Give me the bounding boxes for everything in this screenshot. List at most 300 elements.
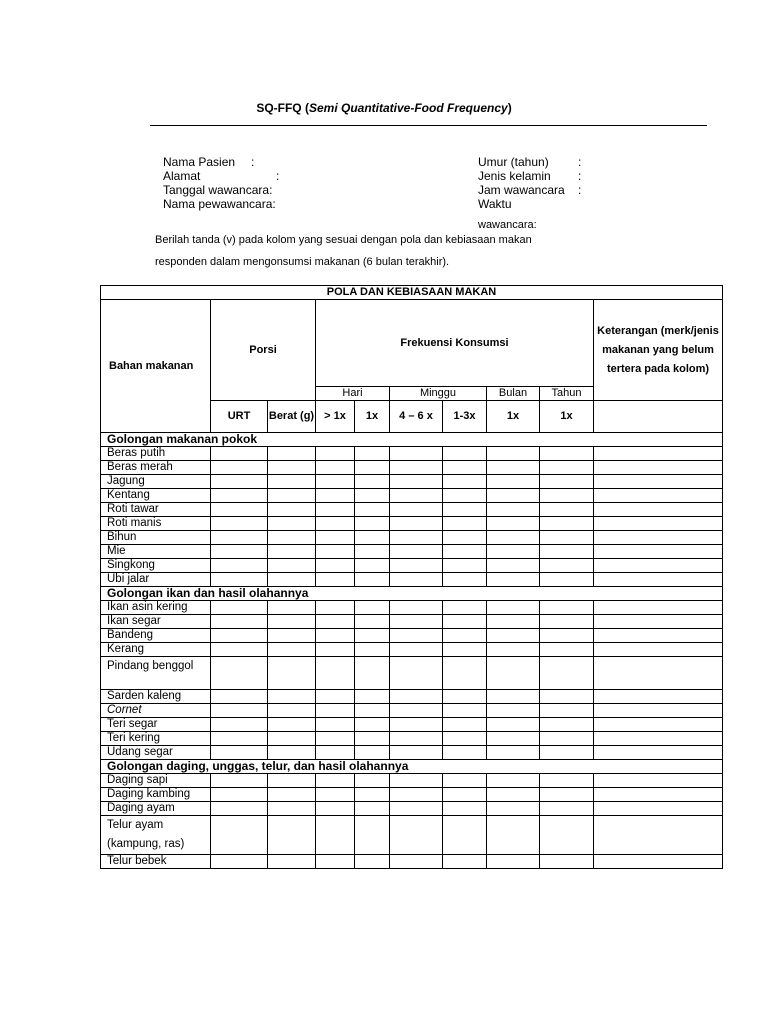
frequency-cell[interactable]	[390, 788, 443, 802]
frequency-cell[interactable]	[594, 517, 723, 531]
table-row	[101, 517, 723, 531]
frequency-cell[interactable]	[540, 489, 594, 503]
table-row	[101, 788, 723, 802]
frequency-cell[interactable]	[355, 746, 390, 760]
table-row	[101, 573, 723, 587]
frequency-cell[interactable]	[316, 718, 355, 732]
frequency-cell[interactable]	[316, 489, 355, 503]
frequency-cell[interactable]	[594, 489, 723, 503]
frequency-cell[interactable]	[443, 545, 487, 559]
frequency-cell[interactable]	[268, 855, 316, 869]
frequency-cell[interactable]	[540, 573, 594, 587]
frequency-cell[interactable]	[594, 774, 723, 788]
title-divider	[150, 125, 707, 126]
frequency-cell[interactable]	[268, 545, 316, 559]
frequency-cell[interactable]	[594, 573, 723, 587]
frequency-cell[interactable]	[316, 601, 355, 615]
food-item-name: Bihun	[101, 531, 211, 545]
frequency-cell[interactable]	[443, 788, 487, 802]
frequency-cell[interactable]	[355, 573, 390, 587]
frequency-cell[interactable]	[540, 615, 594, 629]
frequency-cell[interactable]	[487, 559, 540, 573]
frequency-cell[interactable]	[355, 601, 390, 615]
frequency-cell[interactable]	[540, 601, 594, 615]
frequency-cell[interactable]	[487, 774, 540, 788]
frequency-cell[interactable]	[487, 615, 540, 629]
food-item-name: Telur ayam (kampung, ras)	[101, 816, 211, 855]
frequency-cell[interactable]	[211, 629, 268, 643]
frequency-cell[interactable]	[540, 657, 594, 690]
frequency-cell[interactable]	[487, 489, 540, 503]
frequency-cell[interactable]	[268, 531, 316, 545]
field-waktu-continued: wawancara:	[478, 219, 537, 231]
frequency-cell[interactable]	[594, 788, 723, 802]
frequency-cell[interactable]	[443, 690, 487, 704]
frequency-cell[interactable]	[540, 643, 594, 657]
field-jam-wawancara: Jam wawancara :	[478, 183, 582, 197]
frequency-cell[interactable]	[211, 545, 268, 559]
food-item-name: Sarden kaleng	[101, 690, 211, 704]
frequency-cell[interactable]	[540, 531, 594, 545]
frequency-cell[interactable]	[443, 774, 487, 788]
frequency-cell[interactable]	[211, 503, 268, 517]
col-frekuensi-konsumsi: Frekuensi Konsumsi	[316, 300, 594, 387]
frequency-cell[interactable]	[594, 503, 723, 517]
frequency-cell[interactable]	[443, 746, 487, 760]
table-row	[101, 629, 723, 643]
food-item-name: Roti tawar	[101, 503, 211, 517]
frequency-cell[interactable]	[540, 503, 594, 517]
frequency-cell[interactable]	[487, 503, 540, 517]
frequency-cell[interactable]	[390, 475, 443, 489]
frequency-cell[interactable]	[268, 489, 316, 503]
frequency-cell[interactable]	[355, 816, 390, 855]
frequency-cell[interactable]	[268, 718, 316, 732]
frequency-cell[interactable]	[355, 629, 390, 643]
frequency-cell[interactable]	[540, 559, 594, 573]
field-nama-pewawancara: Nama pewawancara:	[163, 197, 276, 211]
frequency-cell[interactable]	[390, 461, 443, 475]
frequency-cell[interactable]	[487, 629, 540, 643]
frequency-cell[interactable]	[316, 615, 355, 629]
food-item-name: Jagung	[101, 475, 211, 489]
frequency-cell[interactable]	[355, 774, 390, 788]
col-bahan-makanan: Bahan makanan	[101, 300, 211, 433]
frequency-cell[interactable]	[211, 475, 268, 489]
frequency-cell[interactable]	[540, 816, 594, 855]
frequency-cell[interactable]	[316, 559, 355, 573]
frequency-cell[interactable]	[390, 690, 443, 704]
table-row	[101, 489, 723, 503]
frequency-cell[interactable]	[443, 573, 487, 587]
frequency-cell[interactable]	[268, 461, 316, 475]
frequency-cell[interactable]	[268, 573, 316, 587]
frequency-cell[interactable]	[211, 461, 268, 475]
food-frequency-table	[100, 285, 723, 869]
frequency-cell[interactable]	[211, 643, 268, 657]
frequency-cell[interactable]	[487, 718, 540, 732]
frequency-cell[interactable]	[268, 802, 316, 816]
frequency-cell[interactable]	[443, 704, 487, 718]
frequency-cell[interactable]	[316, 816, 355, 855]
frequency-cell[interactable]	[443, 559, 487, 573]
frequency-cell[interactable]	[316, 629, 355, 643]
frequency-cell[interactable]	[487, 855, 540, 869]
frequency-cell[interactable]	[268, 517, 316, 531]
frequency-cell[interactable]	[390, 704, 443, 718]
frequency-cell[interactable]	[355, 531, 390, 545]
frequency-cell[interactable]	[211, 690, 268, 704]
sub-urt: URT	[211, 401, 268, 433]
frequency-cell[interactable]	[316, 802, 355, 816]
food-item-name: Beras merah	[101, 461, 211, 475]
frequency-cell[interactable]	[487, 732, 540, 746]
frequency-cell[interactable]	[355, 461, 390, 475]
food-item-name: Teri segar	[101, 718, 211, 732]
frequency-cell[interactable]	[355, 732, 390, 746]
patient-info-right	[478, 155, 628, 211]
frequency-cell[interactable]	[443, 816, 487, 855]
frequency-cell[interactable]	[355, 489, 390, 503]
food-item-name: Udang segar	[101, 746, 211, 760]
group-header: Golongan daging, unggas, telur, dan hasil olahannya	[101, 760, 723, 774]
field-jenis-kelamin: Jenis kelamin :	[478, 169, 582, 183]
frequency-cell[interactable]	[540, 718, 594, 732]
frequency-cell[interactable]	[316, 855, 355, 869]
frequency-cell[interactable]	[540, 704, 594, 718]
frequency-cell[interactable]	[211, 855, 268, 869]
patient-info-left	[163, 155, 463, 211]
sub-bulan: 1x	[487, 401, 540, 433]
frequency-cell[interactable]	[316, 690, 355, 704]
frequency-cell[interactable]	[355, 447, 390, 461]
table-row	[101, 559, 723, 573]
frequency-cell[interactable]	[316, 732, 355, 746]
frequency-cell[interactable]	[594, 704, 723, 718]
frequency-cell[interactable]	[594, 718, 723, 732]
food-item-name: Daging ayam	[101, 802, 211, 816]
frequency-cell[interactable]	[211, 615, 268, 629]
table-row	[101, 503, 723, 517]
frequency-cell[interactable]	[487, 517, 540, 531]
frequency-cell[interactable]	[211, 601, 268, 615]
frequency-cell[interactable]	[268, 746, 316, 760]
table-row	[101, 545, 723, 559]
frequency-cell[interactable]	[594, 629, 723, 643]
frequency-cell[interactable]	[443, 503, 487, 517]
col-porsi: Porsi	[211, 300, 316, 401]
frequency-cell[interactable]	[443, 489, 487, 503]
frequency-cell[interactable]	[390, 802, 443, 816]
frequency-cell[interactable]	[390, 774, 443, 788]
frequency-cell[interactable]	[316, 746, 355, 760]
food-item-name: Roti manis	[101, 517, 211, 531]
frequency-cell[interactable]	[487, 545, 540, 559]
sub-tahun: 1x	[540, 401, 594, 433]
frequency-cell[interactable]	[211, 517, 268, 531]
frequency-cell[interactable]	[268, 629, 316, 643]
frequency-cell[interactable]	[355, 855, 390, 869]
frequency-cell[interactable]	[540, 788, 594, 802]
frequency-cell[interactable]	[487, 816, 540, 855]
frequency-cell[interactable]	[443, 855, 487, 869]
frequency-cell[interactable]	[487, 802, 540, 816]
frequency-cell[interactable]	[540, 732, 594, 746]
frequency-cell[interactable]	[211, 788, 268, 802]
frequency-cell[interactable]	[355, 517, 390, 531]
frequency-cell[interactable]	[316, 475, 355, 489]
frequency-cell[interactable]	[594, 461, 723, 475]
frequency-cell[interactable]	[390, 855, 443, 869]
food-item-name: Ikan segar	[101, 615, 211, 629]
frequency-cell[interactable]	[443, 601, 487, 615]
frequency-cell[interactable]	[540, 774, 594, 788]
frequency-cell[interactable]	[355, 615, 390, 629]
frequency-cell[interactable]	[390, 746, 443, 760]
frequency-cell[interactable]	[443, 657, 487, 690]
frequency-cell[interactable]	[540, 447, 594, 461]
sub-berat: Berat (g)	[268, 401, 316, 433]
frequency-cell[interactable]	[594, 657, 723, 690]
frequency-cell[interactable]	[594, 855, 723, 869]
frequency-cell[interactable]	[390, 503, 443, 517]
frequency-cell[interactable]	[355, 545, 390, 559]
food-item-name: Telur bebek	[101, 855, 211, 869]
frequency-cell[interactable]	[443, 629, 487, 643]
table-row	[101, 816, 723, 855]
frequency-cell[interactable]	[268, 788, 316, 802]
frequency-cell[interactable]	[211, 718, 268, 732]
frequency-cell[interactable]	[540, 517, 594, 531]
frequency-cell[interactable]	[443, 643, 487, 657]
frequency-cell[interactable]	[355, 643, 390, 657]
frequency-cell[interactable]	[211, 704, 268, 718]
frequency-cell[interactable]	[316, 531, 355, 545]
sub-hari-once: 1x	[355, 401, 390, 433]
frequency-cell[interactable]	[487, 461, 540, 475]
frequency-cell[interactable]	[355, 704, 390, 718]
frequency-cell[interactable]	[211, 657, 268, 690]
table-row	[101, 802, 723, 816]
frequency-cell[interactable]	[594, 732, 723, 746]
frequency-cell[interactable]	[390, 643, 443, 657]
frequency-cell[interactable]	[594, 531, 723, 545]
frequency-cell[interactable]	[268, 601, 316, 615]
sub-minggu-1-3: 1-3x	[443, 401, 487, 433]
frequency-cell[interactable]	[211, 573, 268, 587]
frequency-cell[interactable]	[355, 503, 390, 517]
table-row	[101, 643, 723, 657]
sub-keterangan-blank	[594, 401, 723, 433]
frequency-cell[interactable]	[390, 517, 443, 531]
table-row	[101, 746, 723, 760]
frequency-cell[interactable]	[316, 447, 355, 461]
frequency-cell[interactable]	[211, 816, 268, 855]
table-row	[101, 531, 723, 545]
food-item-name: Kentang	[101, 489, 211, 503]
period-minggu: Minggu	[390, 387, 487, 401]
frequency-cell[interactable]	[211, 732, 268, 746]
frequency-cell[interactable]	[355, 802, 390, 816]
food-item-name: Ikan asin kering	[101, 601, 211, 615]
frequency-cell[interactable]	[316, 461, 355, 475]
frequency-cell[interactable]	[211, 746, 268, 760]
frequency-cell[interactable]	[594, 615, 723, 629]
frequency-cell[interactable]	[268, 475, 316, 489]
frequency-cell[interactable]	[594, 746, 723, 760]
frequency-cell[interactable]	[316, 573, 355, 587]
food-item-name: Singkong	[101, 559, 211, 573]
frequency-cell[interactable]	[540, 629, 594, 643]
frequency-cell[interactable]	[211, 531, 268, 545]
frequency-cell[interactable]	[540, 746, 594, 760]
frequency-cell[interactable]	[390, 718, 443, 732]
frequency-cell[interactable]	[268, 690, 316, 704]
frequency-cell[interactable]	[316, 657, 355, 690]
food-item-name: Kerang	[101, 643, 211, 657]
frequency-cell[interactable]	[390, 657, 443, 690]
frequency-cell[interactable]	[487, 475, 540, 489]
frequency-cell[interactable]	[540, 475, 594, 489]
frequency-cell[interactable]	[390, 559, 443, 573]
group-row	[101, 760, 723, 774]
field-tanggal-wawancara: Tanggal wawancara:	[163, 183, 273, 197]
group-header: Golongan ikan dan hasil olahannya	[101, 587, 723, 601]
frequency-cell[interactable]	[268, 615, 316, 629]
frequency-cell[interactable]	[355, 788, 390, 802]
instruction-line-2: responden dalam mengonsumsi makanan (6 bulan terakhir).	[155, 256, 450, 268]
frequency-cell[interactable]	[211, 802, 268, 816]
frequency-cell[interactable]	[355, 690, 390, 704]
table-row	[101, 615, 723, 629]
frequency-cell[interactable]	[390, 732, 443, 746]
frequency-cell[interactable]	[540, 545, 594, 559]
frequency-cell[interactable]	[316, 545, 355, 559]
frequency-cell[interactable]	[443, 802, 487, 816]
food-item-name: Bandeng	[101, 629, 211, 643]
frequency-cell[interactable]	[443, 732, 487, 746]
frequency-cell[interactable]	[316, 643, 355, 657]
frequency-cell[interactable]	[268, 816, 316, 855]
frequency-cell[interactable]	[268, 774, 316, 788]
frequency-cell[interactable]	[487, 788, 540, 802]
frequency-cell[interactable]	[355, 657, 390, 690]
frequency-cell[interactable]	[443, 447, 487, 461]
frequency-cell[interactable]	[443, 475, 487, 489]
frequency-cell[interactable]	[211, 447, 268, 461]
frequency-cell[interactable]	[594, 447, 723, 461]
frequency-cell[interactable]	[390, 531, 443, 545]
frequency-cell[interactable]	[487, 704, 540, 718]
field-nama-pasien: Nama Pasien :	[163, 155, 255, 169]
frequency-cell[interactable]	[487, 690, 540, 704]
frequency-cell[interactable]	[268, 704, 316, 718]
frequency-cell[interactable]	[487, 447, 540, 461]
frequency-cell[interactable]	[268, 503, 316, 517]
frequency-cell[interactable]	[268, 559, 316, 573]
frequency-cell[interactable]	[268, 657, 316, 690]
sub-minggu-4-6: 4 – 6 x	[390, 401, 443, 433]
frequency-cell[interactable]	[268, 732, 316, 746]
frequency-cell[interactable]	[211, 774, 268, 788]
frequency-cell[interactable]	[268, 643, 316, 657]
frequency-cell[interactable]	[594, 545, 723, 559]
frequency-cell[interactable]	[316, 517, 355, 531]
frequency-cell[interactable]	[487, 746, 540, 760]
frequency-cell[interactable]	[355, 559, 390, 573]
frequency-cell[interactable]	[540, 690, 594, 704]
frequency-cell[interactable]	[594, 643, 723, 657]
table-row	[101, 447, 723, 461]
document-title-italic: Semi Quantitative-Food Frequency	[308, 101, 508, 115]
frequency-cell[interactable]	[487, 573, 540, 587]
frequency-cell[interactable]	[211, 489, 268, 503]
frequency-cell[interactable]	[443, 517, 487, 531]
frequency-cell[interactable]	[390, 615, 443, 629]
sub-hari-more: > 1x	[316, 401, 355, 433]
frequency-cell[interactable]	[390, 816, 443, 855]
frequency-cell[interactable]	[390, 629, 443, 643]
table-row	[101, 690, 723, 704]
table-row	[101, 855, 723, 869]
period-tahun: Tahun	[540, 387, 594, 401]
frequency-cell[interactable]	[594, 816, 723, 855]
frequency-cell[interactable]	[443, 531, 487, 545]
frequency-cell[interactable]	[316, 788, 355, 802]
frequency-cell[interactable]	[268, 447, 316, 461]
frequency-cell[interactable]	[316, 704, 355, 718]
frequency-cell[interactable]	[594, 475, 723, 489]
food-item-name: Cornet	[101, 704, 211, 718]
frequency-cell[interactable]	[594, 690, 723, 704]
food-item-name: Ubi jalar	[101, 573, 211, 587]
frequency-cell[interactable]	[316, 774, 355, 788]
frequency-cell[interactable]	[487, 643, 540, 657]
frequency-cell[interactable]	[540, 855, 594, 869]
food-item-name: Daging kambing	[101, 788, 211, 802]
frequency-cell[interactable]	[211, 559, 268, 573]
frequency-cell[interactable]	[316, 503, 355, 517]
food-item-name: Pindang benggol	[101, 657, 211, 690]
frequency-cell[interactable]	[390, 573, 443, 587]
frequency-cell[interactable]	[443, 615, 487, 629]
frequency-cell[interactable]	[355, 718, 390, 732]
frequency-cell[interactable]	[487, 657, 540, 690]
frequency-cell[interactable]	[390, 601, 443, 615]
table-row	[101, 704, 723, 718]
col-keterangan: Keterangan (merk/jenis makanan yang belum tertera pada kolom)	[594, 300, 723, 401]
frequency-cell[interactable]	[487, 601, 540, 615]
frequency-cell[interactable]	[594, 559, 723, 573]
frequency-cell[interactable]	[390, 489, 443, 503]
frequency-cell[interactable]	[390, 545, 443, 559]
group-header: Golongan makanan pokok	[101, 433, 723, 447]
frequency-cell[interactable]	[594, 802, 723, 816]
food-table-body	[101, 433, 723, 869]
table-row	[101, 657, 723, 690]
frequency-cell[interactable]	[594, 601, 723, 615]
frequency-cell[interactable]	[443, 718, 487, 732]
frequency-cell[interactable]	[443, 461, 487, 475]
frequency-cell[interactable]	[540, 461, 594, 475]
table-row	[101, 774, 723, 788]
frequency-cell[interactable]	[390, 447, 443, 461]
frequency-cell[interactable]	[355, 475, 390, 489]
frequency-cell[interactable]	[540, 802, 594, 816]
field-umur: Umur (tahun) :	[478, 155, 582, 169]
frequency-cell[interactable]	[487, 531, 540, 545]
food-item-name: Beras putih	[101, 447, 211, 461]
